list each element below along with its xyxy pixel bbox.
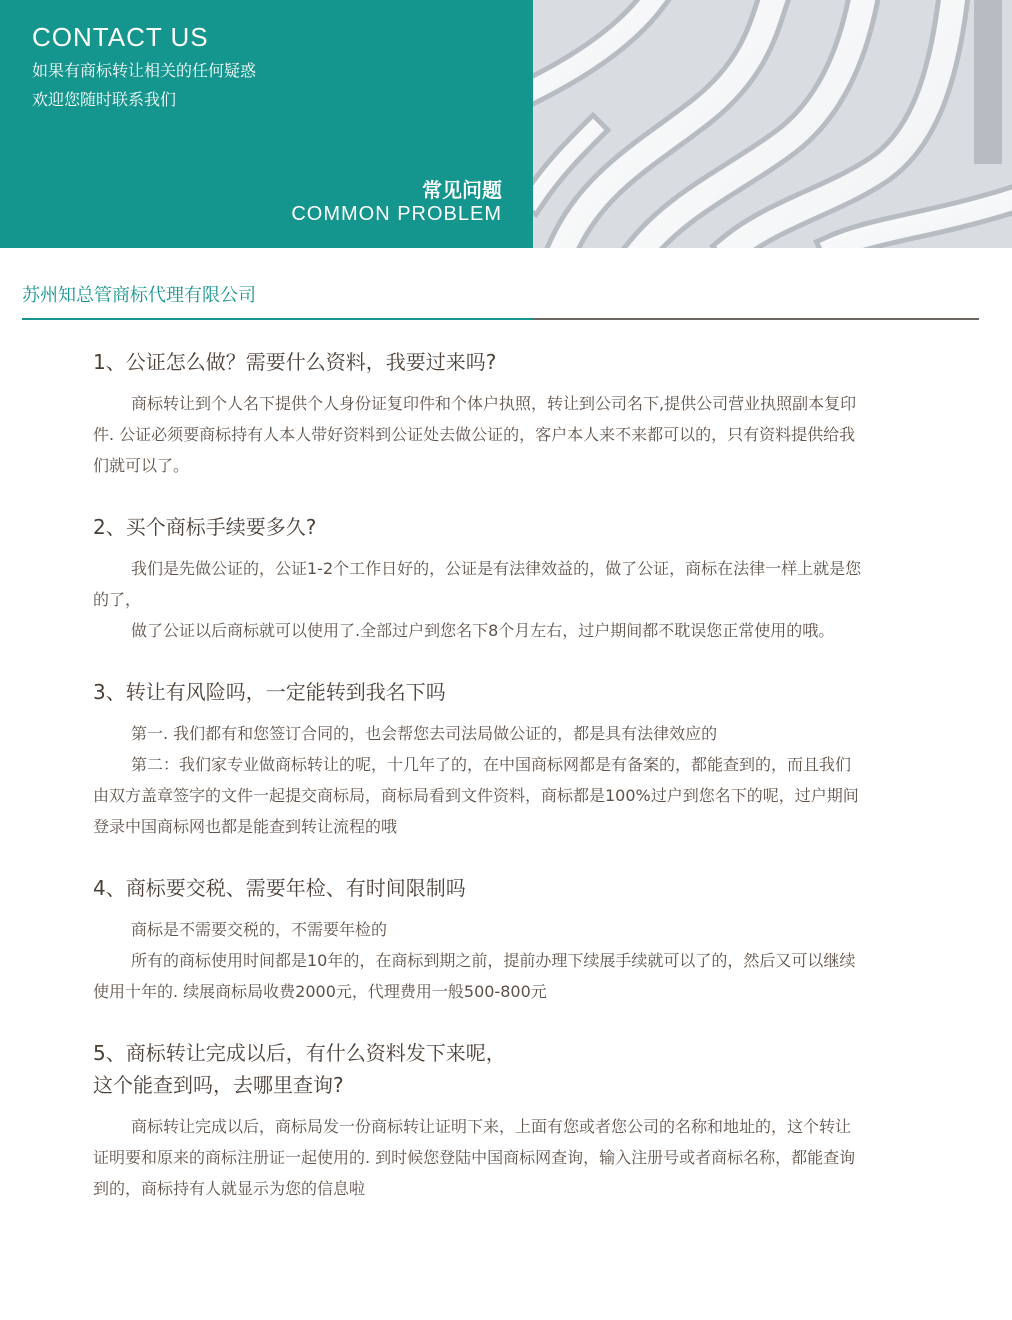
- contact-title: CONTACT US: [32, 22, 209, 52]
- faq-answer: 我们是先做公证的，公证1-2个工作日好的，公证是有法律效益的，做了公证，商标在法律一样上就是您的了，: [93, 559, 862, 609]
- faq-answer: 第二：我们家专业做商标转让的呢，十几年了的，在中国商标网都是有备案的，都能查到的，而且我们由双方盖章签字的文件一起提交商标局，商标局看到文件资料，商标都是100%过户到您名下的呢，过户期间登录中国商标网也都是能查到转让流程的哦: [93, 755, 859, 836]
- faq-answer: 商标转让完成以后，商标局发一份商标转让证明下来，上面有您或者您公司的名称和地址的，这个转让证明要和原来的商标注册证一起使用的. 到时候您登陆中国商标网查询，输入注册号或者商标名称，都能查询到的，商标持有人就显示为您的信息啦: [93, 1117, 856, 1198]
- faq-question: 3、转让有风险吗，一定能转到我名下吗: [93, 680, 446, 704]
- company-name: 苏州知总管商标代理有限公司: [22, 285, 256, 306]
- contact-panel: [0, 0, 533, 248]
- contact-line-1: 如果有商标转让相关的任何疑惑: [32, 61, 257, 80]
- faq-question: 5、商标转让完成以后，有什么资料发下来呢，这个能查到吗，去哪里查询?: [93, 1041, 506, 1097]
- faq-item-1: [93, 346, 863, 481]
- faq-list: [93, 346, 863, 1234]
- section-title-cn: 常见问题: [422, 178, 502, 202]
- faq-item-4: [93, 872, 863, 1007]
- faq-answer: 所有的商标使用时间都是10年的，在商标到期之前，提前办理下续展手续就可以了的，然后又可以继续使用十年的. 续展商标局收费2000元，代理费用一般500-800元: [93, 951, 856, 1001]
- faq-answer: 商标是不需要交税的，不需要年检的: [131, 920, 388, 939]
- divider-line: [534, 318, 979, 320]
- contact-line-2: 欢迎您随时联系我们: [32, 90, 177, 109]
- faq-item-2: [93, 511, 863, 646]
- faq-answer: 做了公证以后商标就可以使用了.全部过户到您名下8个月左右，过户期间都不耽误您正常使用的哦。: [131, 621, 835, 640]
- faq-item-3: [93, 676, 863, 842]
- faq-question: 2、买个商标手续要多久?: [93, 515, 317, 539]
- faq-answer: 商标转让到个人名下提供个人身份证复印件和个体户执照，转让到公司名下,提供公司营业执照副本复印件. 公证必须要商标持有人本人带好资料到公证处去做公证的，客户本人来不来都可以的，只有资料提供给我们就可以了。: [93, 394, 857, 475]
- faq-question: 4、商标要交税、需要年检、有时间限制吗: [93, 876, 466, 900]
- faq-answer: 第一. 我们都有和您签订合同的，也会帮您去司法局做公证的，都是具有法律效应的: [131, 724, 718, 743]
- divider-accent: [22, 318, 534, 320]
- page-header: [0, 0, 1012, 248]
- faq-question: 1、公证怎么做？需要什么资料，我要过来吗?: [93, 350, 497, 374]
- faq-item-5: [93, 1037, 863, 1204]
- maze-image: [533, 0, 1012, 248]
- section-title-en: COMMON PROBLEM: [291, 203, 502, 225]
